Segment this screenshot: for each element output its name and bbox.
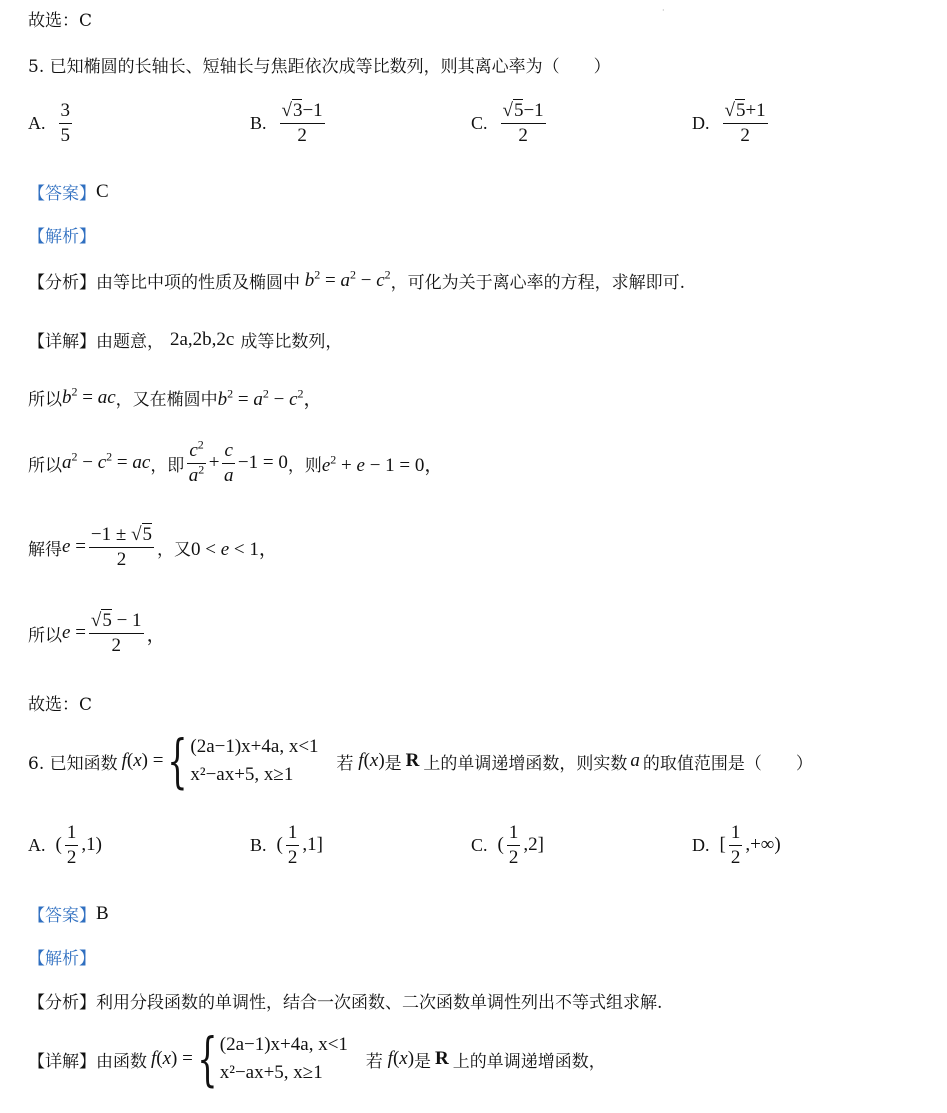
fenxi-tag: 【分析】 — [28, 993, 96, 1013]
num-tail: +1 — [745, 100, 766, 121]
stem-text: 上的单调递增函数，则实数 — [423, 753, 628, 774]
radicand: 3 — [292, 100, 303, 121]
fraction-half: $\frac{1}{2}$ — [508, 822, 519, 868]
denominator: 2 — [297, 124, 307, 146]
formula-b2: $b^2 = a^2 - c^2$ — [304, 267, 391, 291]
scan-dot: · — [662, 6, 665, 15]
formula-fx-paren: f(x) — [358, 750, 385, 771]
denominator: 2 — [740, 124, 750, 146]
fraction — [59, 100, 73, 147]
brace-icon: { — [197, 1025, 218, 1093]
real-set: R — [405, 750, 420, 771]
bracket-close: ,1] — [302, 834, 323, 856]
case-2: x²−ax+5, x≥1 — [219, 1062, 323, 1083]
step-text: ，则 — [287, 455, 322, 476]
piecewise — [220, 1031, 348, 1086]
case-1: (2a−1)x+4a, x<1 — [219, 1034, 348, 1056]
step-text: ，又在椭圆中 — [115, 390, 218, 410]
fraction-result: $\frac{√5 - 1}{2}$ — [90, 610, 142, 656]
numerator: √5−1 — [501, 100, 546, 124]
q5-stem — [28, 52, 611, 77]
denominator: 5 — [60, 124, 70, 146]
step-text: ，又 — [157, 539, 191, 560]
step-text: 解得 — [28, 539, 62, 560]
xiangjie-text: 成等比数列， — [240, 332, 343, 352]
analysis-tag: 【解析】 — [28, 227, 96, 247]
formula-e-range: 0 < e < 1， — [191, 538, 278, 560]
var-a: a — [630, 750, 640, 771]
q5-option-a — [28, 100, 75, 147]
num-tail: −1 — [302, 100, 323, 121]
case-1: (2a−1)x+4a, x<1 — [190, 736, 319, 758]
stem-text: 6. 已知函数 — [28, 753, 118, 774]
bracket-open: ( — [55, 834, 62, 856]
step-text: 所以 — [28, 455, 62, 476]
option-label: C. — [471, 112, 488, 133]
fraction-half: $\frac{1}{2}$ — [730, 822, 741, 868]
prev-answer-line — [28, 6, 92, 31]
analysis-tag: 【解析】 — [28, 949, 96, 969]
fraction-c2-a2: $\frac{c^2}{a^2}$ — [188, 437, 205, 486]
option-label: B. — [250, 834, 267, 855]
q5-option-c — [471, 100, 549, 147]
step-text: ，即 — [150, 455, 185, 476]
fraction — [280, 100, 325, 147]
q6-fenxi — [28, 988, 662, 1013]
piecewise — [190, 733, 318, 788]
q5-step1 — [28, 384, 323, 411]
xiangjie-tag: 【详解】 — [28, 332, 96, 352]
fraction — [501, 100, 546, 147]
option-label: C. — [471, 834, 488, 855]
radicand: 5 — [513, 100, 524, 121]
q6-option-d — [692, 822, 781, 869]
xiangjie-text: 由题意， — [96, 332, 164, 352]
stem-text: 是 — [384, 753, 402, 774]
bracket-open: ( — [276, 834, 283, 856]
xiangjie-text: 是 — [414, 1051, 432, 1072]
q5-step3: 解得 e = $\frac{-1 \pm √5}{2}$ ，又 0 < e < 1， — [28, 524, 278, 570]
q5-fenxi — [28, 268, 685, 293]
q5-stem-text: 5. 已知椭圆的长轴长、短轴长与焦距依次成等比数列，则其离心率为（ ） — [28, 57, 611, 77]
formula-e-quadratic: $e^2 + e - 1 = 0$， — [321, 452, 444, 476]
formula-minus1: −1 = 0 — [237, 452, 288, 474]
fenxi-text: ，可化为关于离心率的方程，求解即可. — [390, 273, 686, 293]
answer-tag: 【答案】 — [28, 906, 96, 926]
xiangjie-tag: 【详解】 — [28, 1051, 96, 1072]
fenxi-text: 由等比中项的性质及椭圆中 — [96, 273, 300, 293]
q5-conclusion — [28, 690, 92, 715]
answer-value: C — [96, 180, 109, 202]
formula-fx: f(x) = — [151, 1048, 193, 1069]
fraction-c-a: $\frac{c}{a}$ — [223, 440, 234, 486]
fraction-half: $\frac{1}{2}$ — [66, 822, 77, 868]
xiangjie-text: 若 — [365, 1051, 383, 1072]
fraction-root: $\frac{-1 \pm √5}{2}$ — [90, 524, 152, 570]
q6-stem — [28, 727, 813, 795]
step-text: 所以 — [28, 625, 62, 646]
option-label: B. — [250, 112, 267, 133]
step-text: 所以 — [28, 390, 62, 410]
xiangjie-text: 由函数 — [96, 1051, 147, 1072]
fenxi-text: 利用分段函数的单调性，结合一次函数、二次函数单调性列出不等式组求解. — [96, 993, 663, 1013]
q6-option-b — [250, 822, 323, 869]
case-2: x²−ax+5, x≥1 — [190, 764, 294, 785]
formula-b2-a2c2: $b^2 = a^2 - c^2$， — [217, 386, 323, 410]
bracket-open: ( — [497, 834, 504, 856]
fraction-half: $\frac{1}{2}$ — [287, 822, 298, 868]
fenxi-tag: 【分析】 — [28, 273, 96, 293]
answer-value: B — [96, 902, 109, 924]
numerator: √3−1 — [280, 100, 325, 124]
q6-xiangjie — [28, 1025, 606, 1093]
formula-b2-ac: $b^2$ = ac — [62, 384, 116, 408]
radicand: 5 — [735, 100, 746, 121]
q6-answer — [28, 901, 109, 926]
formula-a2c2-ac: $a^2 - c^2$ = ac — [62, 450, 151, 474]
option-label: A. — [28, 834, 46, 855]
q6-option-c — [471, 822, 544, 869]
q5-step2: 所以 $a^2 - c^2$ = ac ，即 $\frac{c^2}{a^2}$ + $\frac{c}{a}$ −1 = 0 ，则 $e^2 + e - 1 = 0$， — [28, 437, 444, 486]
q5-answer — [28, 179, 109, 204]
stem-text: 的取值范围是（ ） — [642, 753, 813, 774]
q6-analysis-heading — [28, 944, 96, 969]
numerator: √5+1 — [723, 100, 768, 124]
q6-option-a — [28, 822, 102, 869]
numerator: 3 — [59, 100, 73, 124]
fraction — [723, 100, 768, 147]
q5-step4: 所以 e = $\frac{√5 - 1}{2}$ ， — [28, 610, 166, 656]
bracket-close: ,1) — [81, 834, 102, 856]
bracket-close: ,2] — [523, 834, 544, 856]
q5-option-d — [692, 100, 771, 147]
stem-text: 若 — [336, 753, 354, 774]
option-label: D. — [692, 834, 710, 855]
q5-analysis-heading — [28, 222, 96, 247]
option-label: D. — [692, 112, 710, 133]
bracket-open: [ — [719, 834, 726, 856]
num-tail: −1 — [523, 100, 544, 121]
real-set: R — [435, 1048, 449, 1069]
formula-fx-paren: f(x) — [387, 1048, 415, 1069]
answer-tag: 【答案】 — [28, 184, 96, 204]
q5-xiangjie — [28, 327, 342, 352]
denominator: 2 — [518, 124, 528, 146]
conclusion-text: 故选：C — [28, 695, 93, 715]
xiangjie-text: 上的单调递增函数， — [452, 1051, 606, 1072]
formula-2a2b2c: 2a,2b,2c — [170, 328, 235, 350]
brace-icon: { — [167, 727, 189, 795]
formula-fx: f(x) = — [121, 750, 164, 771]
option-label: A. — [28, 112, 46, 133]
bracket-close: ,+∞) — [745, 834, 781, 856]
q5-option-b — [250, 100, 328, 147]
prev-answer: 故选：C — [28, 11, 93, 31]
